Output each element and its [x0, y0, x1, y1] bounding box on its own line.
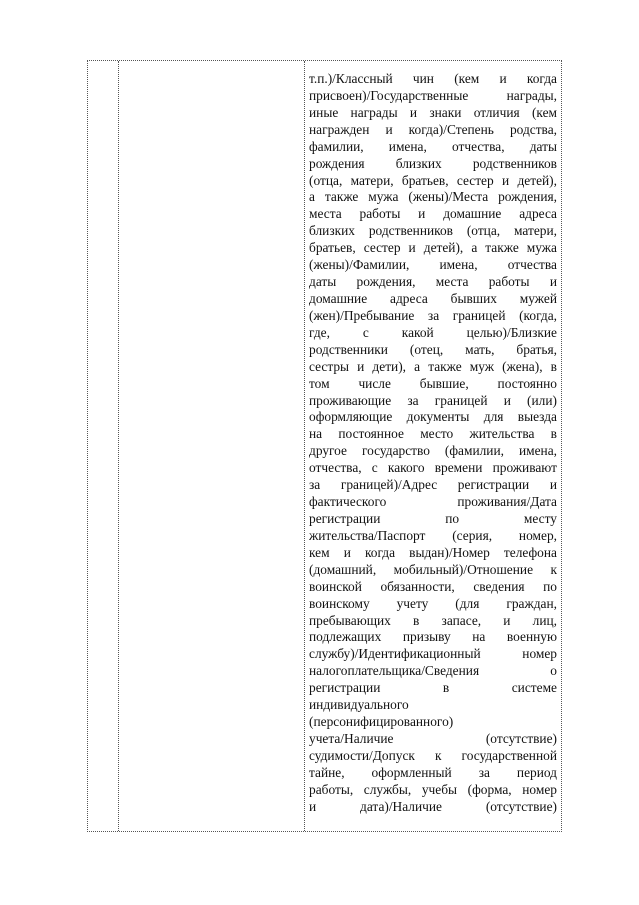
text-line: налогоплательщика/Сведения о — [309, 663, 557, 679]
text-line: присвоен)/Государственные награды, — [309, 87, 557, 103]
text-line: (персонифицированного) — [309, 714, 454, 730]
text-line: пребывающих в запасе, и лиц, — [309, 612, 557, 628]
text-line: воинской обязанности, сведения по — [309, 578, 557, 594]
text-line: судимости/Допуск к государственной — [309, 747, 557, 763]
text-line: сестры и дети), а также муж (жена), в — [309, 358, 557, 374]
text-line: т.п.)/Классный чин (кем и когда — [309, 71, 557, 86]
column-divider-2 — [304, 61, 305, 831]
text-line: проживающие за границей и (или) — [309, 392, 557, 408]
table-cell-text — [309, 71, 557, 816]
text-line: кем и когда выдан)/Номер телефона — [309, 544, 557, 560]
text-line: тайне, оформленный за период — [309, 764, 557, 780]
text-line: места работы и домашние адреса — [309, 206, 557, 222]
text-line: службу)/Идентификационный номер — [309, 646, 557, 662]
text-line: том числе бывшие, постоянно — [309, 375, 557, 391]
text-line: жительства/Паспорт (серия, номер, — [309, 527, 557, 543]
text-line: работы, службы, учебы (форма, номер — [309, 781, 557, 797]
text-line: и дата)/Наличие (отсутствие) — [309, 798, 557, 814]
text-line: близких родственников (отца, матери, — [309, 223, 557, 239]
column-divider-1 — [118, 61, 119, 831]
text-line: фактического проживания/Дата — [309, 494, 557, 510]
text-line: иные награды и знаки отличия (кем — [309, 104, 557, 120]
text-line: регистрации в системе — [309, 680, 557, 696]
text-line: учета/Наличие (отсутствие) — [309, 730, 557, 746]
text-line: награжден и когда)/Степень родства, — [309, 121, 557, 137]
text-line: за границей)/Адрес регистрации и — [309, 477, 557, 493]
text-line: даты рождения, места работы и — [309, 274, 557, 290]
text-line: братьев, сестер и детей), а также мужа — [309, 240, 557, 256]
text-line: родственники (отец, мать, братья, — [309, 341, 557, 357]
text-line: рождения близких родственников — [309, 155, 557, 171]
text-line: (жены)/Фамилии, имена, отчества — [309, 257, 557, 273]
text-line: подлежащих призыву на военную — [309, 629, 557, 645]
text-line: на постоянное место жительства в — [309, 426, 557, 442]
text-line: а также мужа (жены)/Места рождения, — [309, 189, 557, 205]
text-line: (домашний, мобильный)/Отношение к — [309, 561, 557, 577]
text-line: (отца, матери, братьев, сестер и детей), — [309, 172, 557, 188]
text-line: воинскому учету (для граждан, — [309, 595, 557, 611]
text-line: где, с какой целью)/Близкие — [309, 324, 557, 340]
text-line: регистрации по месту — [309, 510, 557, 526]
text-line: домашние адреса бывших мужей — [309, 290, 557, 306]
text-line: отчества, с какого времени проживают — [309, 460, 557, 476]
text-line: оформляющие документы для выезда — [309, 409, 557, 425]
document-table — [87, 60, 562, 832]
text-line: фамилии, имена, отчества, даты — [309, 138, 557, 154]
text-line: индивидуального — [309, 697, 409, 713]
text-line: другое государство (фамилии, имена, — [309, 443, 557, 459]
text-line: (жен)/Пребывание за границей (когда, — [309, 307, 557, 323]
